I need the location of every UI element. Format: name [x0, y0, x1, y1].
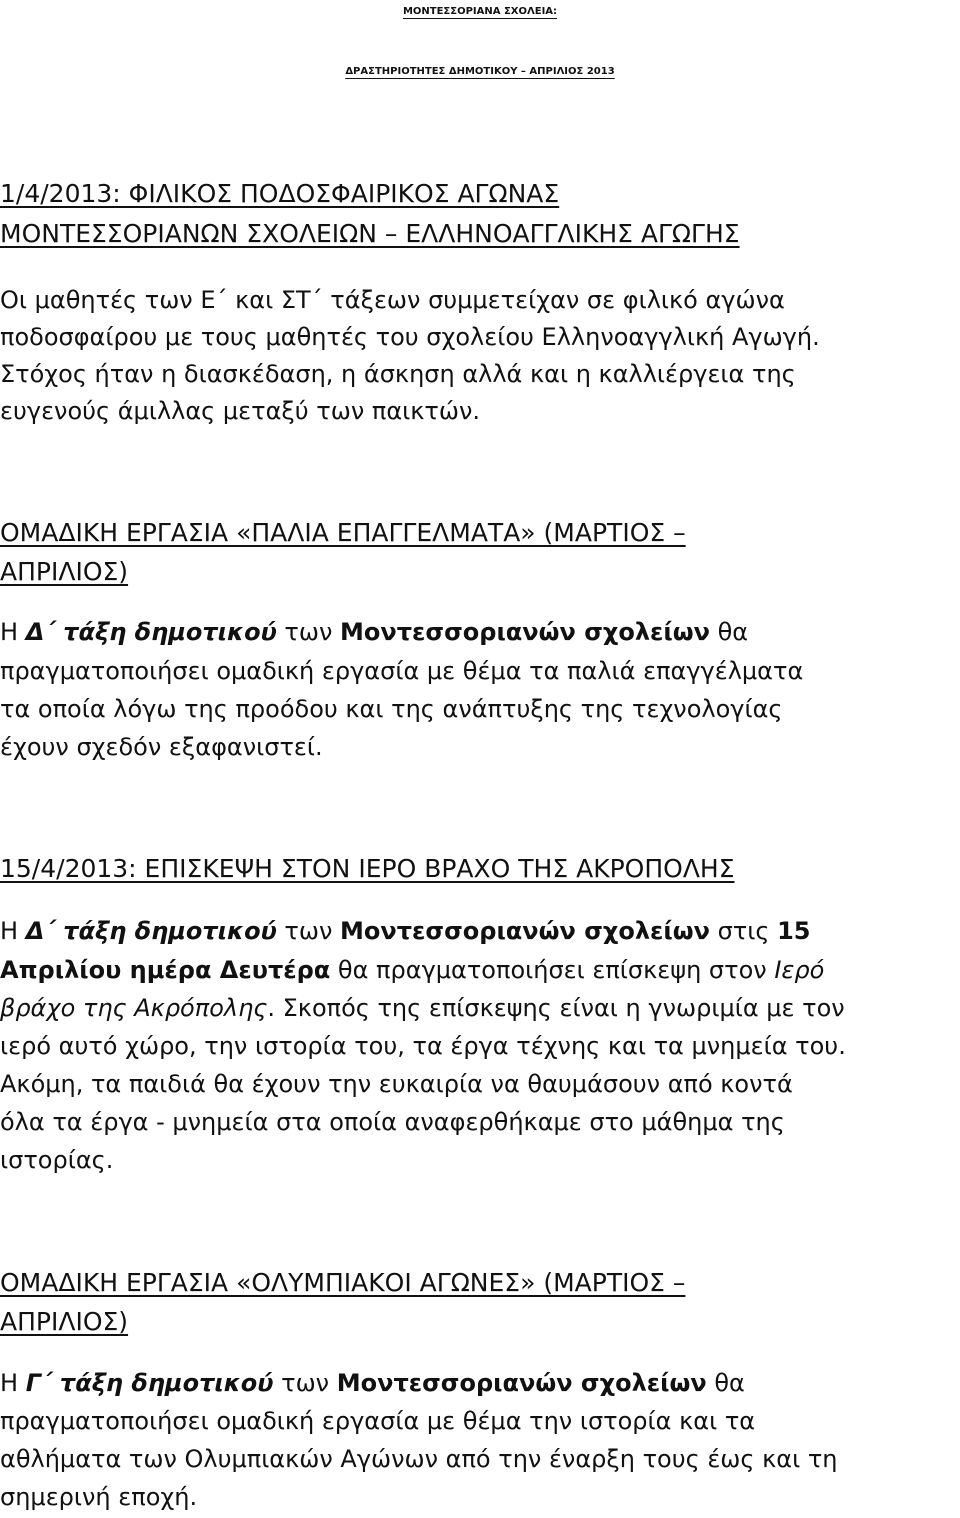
- school-name: Μοντεσσοριανών σχολείων: [340, 917, 710, 945]
- text-run: των: [276, 618, 340, 646]
- text-run: θα: [709, 618, 749, 646]
- section1-body-line: ποδοσφαίρου με τους μαθητές του σχολείου Ελληνοαγγλική Αγωγή.: [0, 323, 820, 351]
- section3-body-line: ιστορίας.: [0, 1146, 114, 1174]
- text-run: Η: [0, 917, 26, 945]
- date-day: 15: [777, 917, 811, 945]
- text-run: θα: [706, 1369, 745, 1397]
- text-run: Η: [0, 618, 26, 646]
- section3-body-line: Ακόμη, τα παιδιά θα έχουν την ευκαιρία να θαυμάσουν από κοντά: [0, 1070, 793, 1098]
- place-name: Ιερό: [774, 956, 825, 984]
- class-name: Δ΄ τάξη δημοτικού: [25, 917, 277, 945]
- text-run: των: [276, 917, 340, 945]
- section2-body-line: πραγματοποιήσει ομαδική εργασία με θέμα τα παλιά επαγγέλματα: [0, 657, 804, 685]
- class-name: Δ΄ τάξη δημοτικού: [25, 618, 277, 646]
- school-name: Μοντεσσοριανών σχολείων: [340, 618, 710, 646]
- text-run: στις: [709, 917, 778, 945]
- section2-heading-line2: ΑΠΡΙΛΙΟΣ): [0, 557, 129, 586]
- section3-body-line: όλα τα έργα - μνημεία στα οποία αναφερθήκαμε στο μάθημα της: [0, 1108, 785, 1136]
- text-run: . Σκοπός της επίσκεψης είναι η γνωριμία με τον: [267, 994, 845, 1022]
- text-run: θα πραγματοποιήσει επίσκεψη στον: [330, 956, 775, 984]
- section3-intro-line2: [0, 952, 824, 988]
- section3-body-line: ιερό αυτό χώρο, την ιστορία του, τα έργα τέχνης και τα μνημεία του.: [0, 1032, 846, 1060]
- section4-heading-line2: ΑΠΡΙΛΙΟΣ): [0, 1307, 129, 1336]
- section4-intro-line: [0, 1365, 745, 1401]
- page-subtitle: ΔΡΑΣΤΗΡΙΟΤΗΤΕΣ ΔΗΜΟΤΙΚΟΥ – ΑΠΡΙΛΙΟΣ 2013: [345, 66, 615, 77]
- section3-heading: 15/4/2013: ΕΠΙΣΚΕΨΗ ΣΤΟΝ ΙΕΡΟ ΒΡΑΧΟ ΤΗΣ ΑΚΡΟΠΟΛΗΣ: [0, 854, 735, 883]
- school-name: Μοντεσσοριανών σχολείων: [336, 1369, 707, 1397]
- place-name: βράχο της Ακρόπολης: [0, 994, 268, 1022]
- section4-body-line: πραγματοποιήσει ομαδική εργασία με θέμα την ιστορία και τα: [0, 1407, 756, 1435]
- class-name: Γ΄ τάξη δημοτικού: [25, 1369, 274, 1397]
- section1-heading-line2: ΜΟΝΤΕΣΣΟΡΙΑΝΩΝ ΣΧΟΛΕΙΩΝ – ΕΛΛΗΝΟΑΓΓΛΙΚΗΣ ΑΓΩΓΗΣ: [0, 219, 740, 248]
- section2-body-line: τα οποία λόγω της προόδου και της ανάπτυξης της τεχνολογίας: [0, 695, 783, 723]
- section3-intro-line1: [0, 913, 811, 949]
- section4-body-line: αθλήματα των Ολυμπιακών Αγώνων από την έναρξη τους έως και τη: [0, 1445, 838, 1473]
- date-text: Απριλίου ημέρα Δευτέρα: [0, 956, 331, 984]
- section2-body-line: έχουν σχεδόν εξαφανιστεί.: [0, 733, 323, 761]
- section2-intro-line: [0, 614, 748, 650]
- section1-body-line: Στόχος ήταν η διασκέδαση, η άσκηση αλλά και η καλλιέργεια της: [0, 360, 796, 388]
- section3-intro-line3: [0, 990, 845, 1026]
- text-run: των: [273, 1369, 337, 1397]
- section1-body-line: Οι μαθητές των Ε΄ και ΣΤ΄ τάξεων συμμετείχαν σε φιλικό αγώνα: [0, 286, 785, 314]
- section2-heading-line1: ΟΜΑΔΙΚΗ ΕΡΓΑΣΙΑ «ΠΑΛΙΑ ΕΠΑΓΓΕΛΜΑΤΑ» (ΜΑΡΤΙΟΣ –: [0, 518, 686, 547]
- section4-body-line: σημερινή εποχή.: [0, 1483, 198, 1511]
- text-run: Η: [0, 1369, 26, 1397]
- section4-heading-line1: ΟΜΑΔΙΚΗ ΕΡΓΑΣΙΑ «ΟΛΥΜΠΙΑΚΟΙ ΑΓΩΝΕΣ» (ΜΑΡΤΙΟΣ –: [0, 1268, 686, 1297]
- section1-body-line: ευγενούς άμιλλας μεταξύ των παικτών.: [0, 397, 480, 425]
- section1-heading-line1: 1/4/2013: ΦΙΛΙΚΟΣ ΠΟΔΟΣΦΑΙΡΙΚΟΣ ΑΓΩΝΑΣ: [0, 179, 560, 208]
- page-title: ΜΟΝΤΕΣΣΟΡΙΑΝΑ ΣΧΟΛΕΙΑ:: [402, 6, 558, 17]
